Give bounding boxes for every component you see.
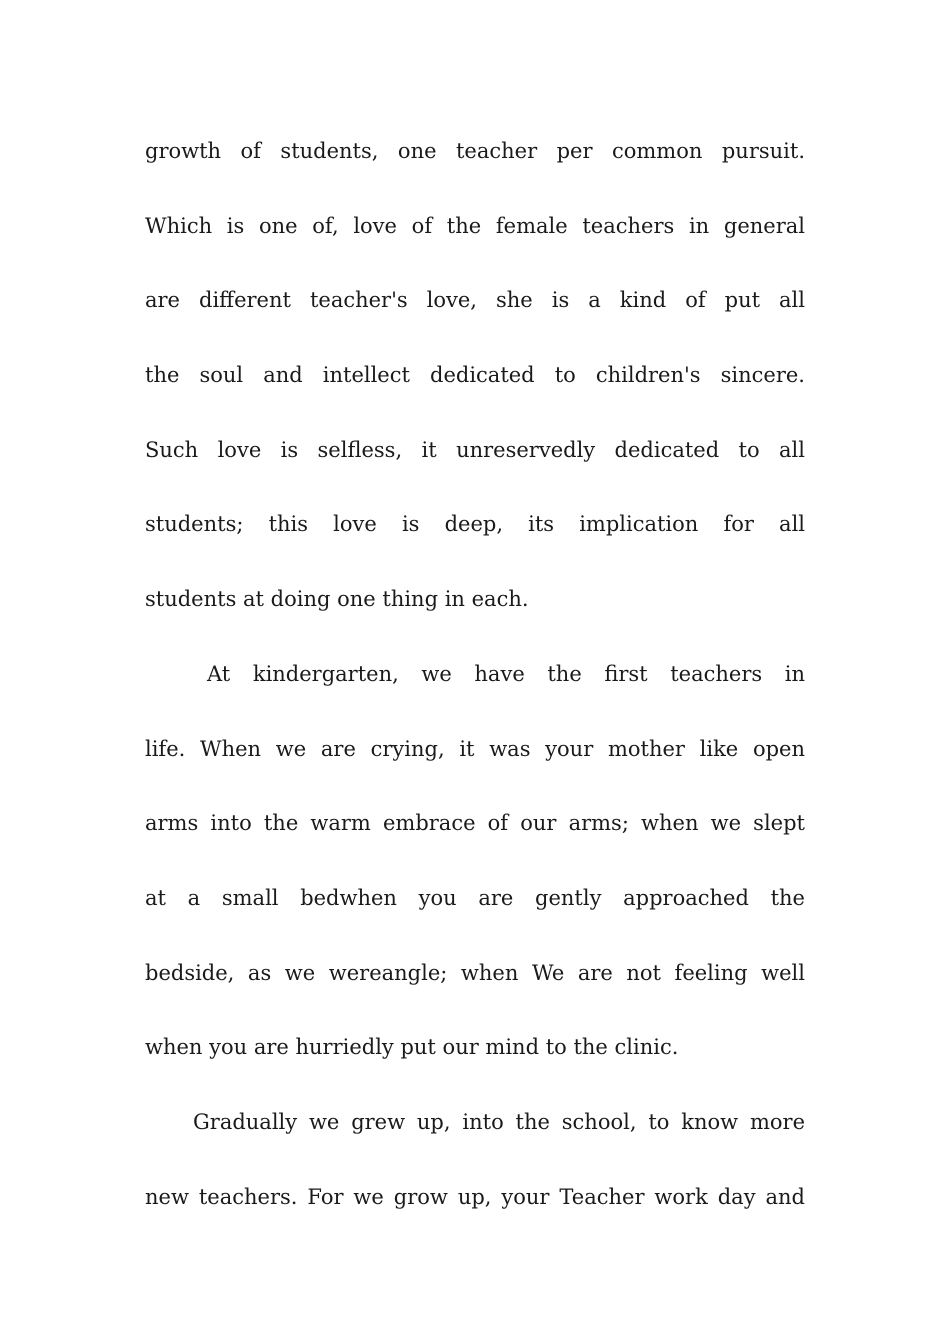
text-line: students; this love is deep, its implication for all — [145, 512, 805, 537]
paragraph — [145, 114, 805, 637]
text-line: are different teacher's love, she is a kind of put all — [145, 288, 805, 313]
text-line: Which is one of, love of the female teachers in general — [145, 213, 805, 238]
paragraph — [145, 1085, 805, 1234]
body-text — [145, 114, 805, 1234]
text-line: the soul and intellect dedicated to children's sincere. — [145, 363, 805, 388]
text-line: arms into the warm embrace of our arms; when we slept — [145, 811, 805, 836]
paragraph — [145, 637, 805, 1085]
text-line: Such love is selfless, it unreservedly dedicated to all — [145, 437, 805, 462]
text-line: new teachers. For we grow up, your Teacher work day and — [145, 1184, 805, 1209]
text-line: bedside, as we wereangle; when We are not feeling well — [145, 960, 805, 985]
text-line: when you are hurriedly put our mind to the clinic. — [145, 1035, 679, 1060]
text-line: at a small bedwhen you are gently approached the — [145, 885, 805, 910]
text-line: Gradually we grew up, into the school, to know more — [193, 1109, 805, 1134]
text-line: students at doing one thing in each. — [145, 587, 529, 612]
text-line: At kindergarten, we have the first teachers in — [207, 661, 805, 686]
text-line: life. When we are crying, it was your mother like open — [145, 736, 805, 761]
text-line: growth of students, one teacher per common pursuit. — [145, 139, 805, 163]
